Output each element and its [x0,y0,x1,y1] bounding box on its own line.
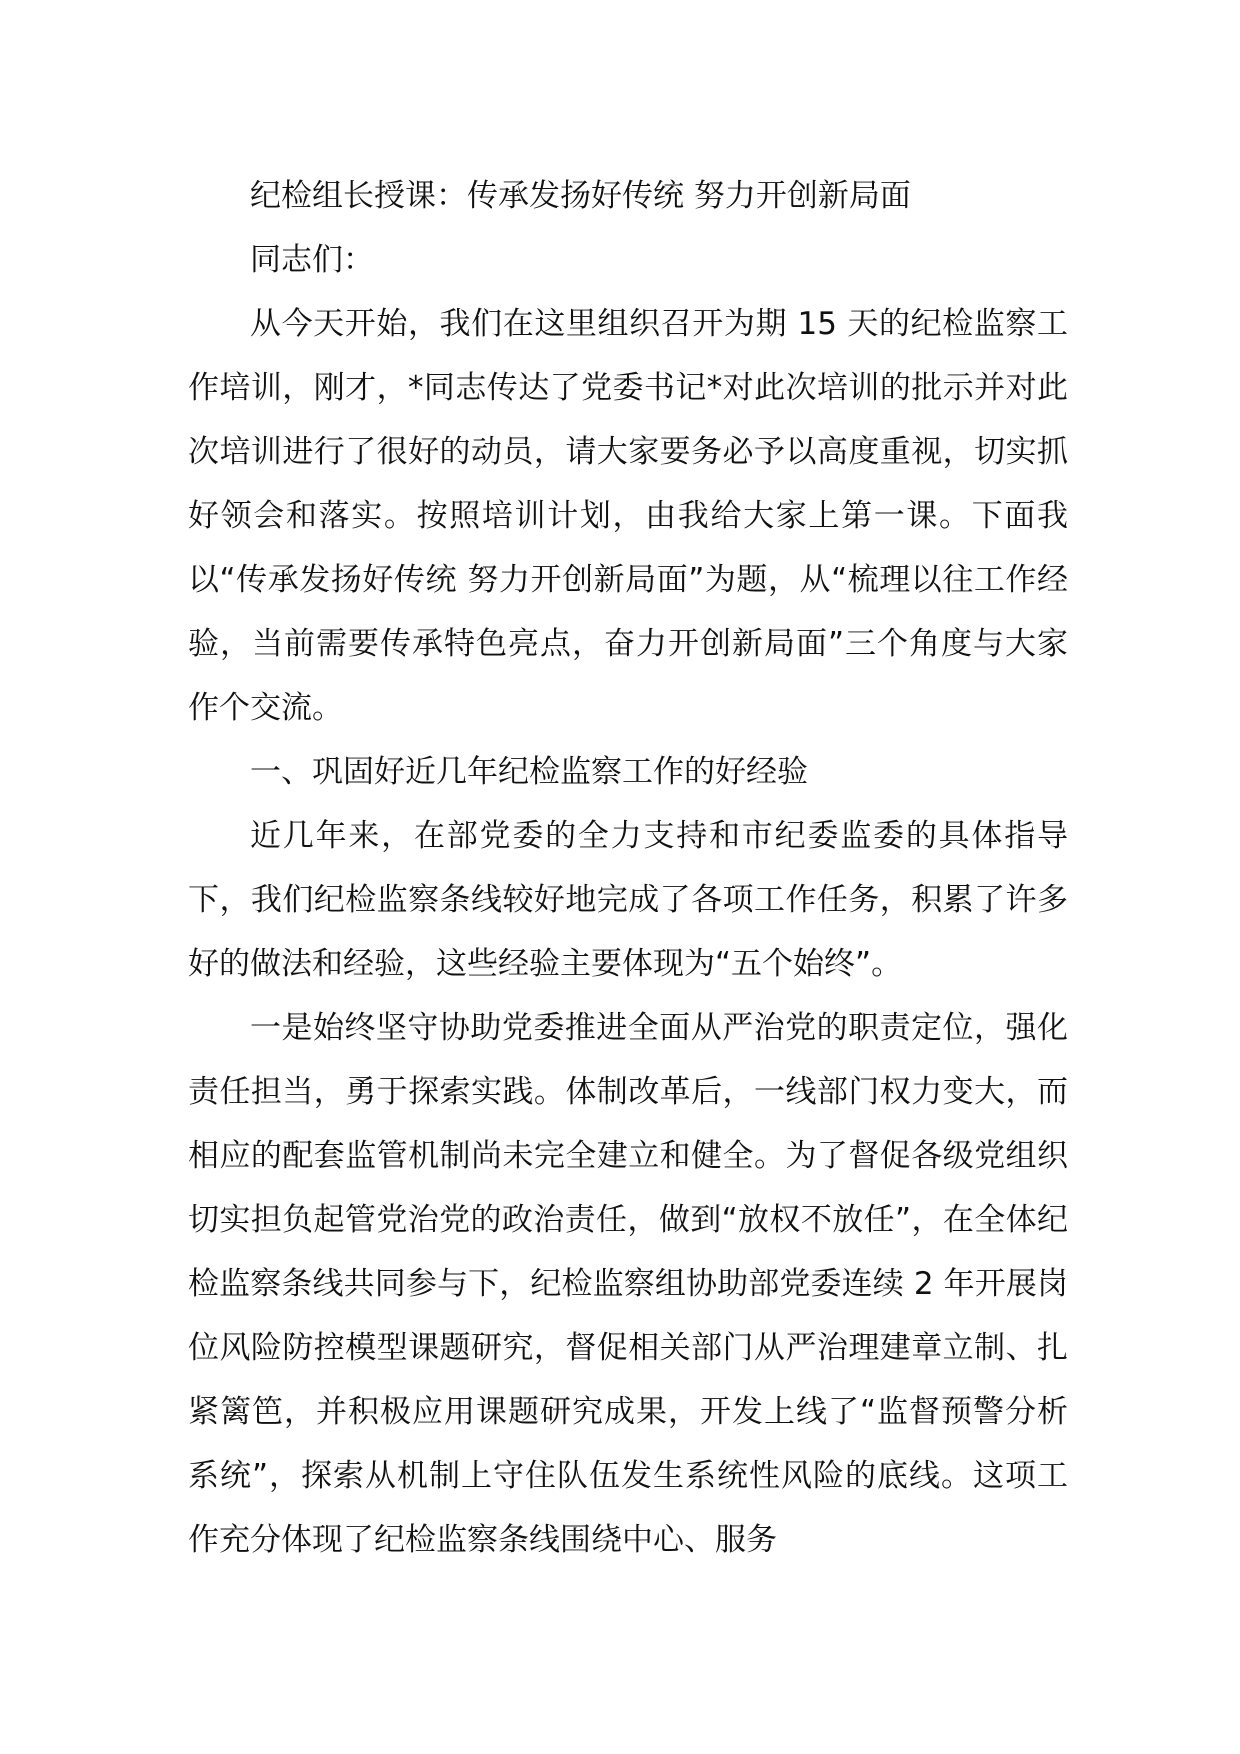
section-heading-1: 一、巩固好近几年纪检监察工作的好经验 [250,754,808,790]
paragraph-3: 一是始终坚守协助党委推进全面从严治党的职责定位，强化责任担当，勇于探索实践。体制改革后，一线部门权力变大，而相应的配套监管机制尚未完全建立和健全。为了督促各级党组织切实担负起管党治党的政治责任，做到“放权不放任”，在全体纪检监察条线共同参与下，纪检监察组协助部党委连续 2 年开展岗位风险防控模型课题研究，督促相关部门从严治理建章立制、扎紧篱笆，并积极应用课题研究成果，开发上线了“监督预警分析系统”，探索从机制上守住队伍发生系统性风险的底线。这项工作充分体现了纪检监察条线围绕中心、服务 [188,1010,1068,1558]
document-title: 纪检组长授课：传承发扬好传统 努力开创新局面 [250,178,911,214]
document-body [188,164,1068,1572]
salutation: 同志们： [250,242,374,278]
paragraph-2: 近几年来，在部党委的全力支持和市纪委监委的具体指导下，我们纪检监察条线较好地完成了各项工作任务，积累了许多好的做法和经验，这些经验主要体现为“五个始终”。 [188,818,1068,982]
paragraph-1: 从今天开始，我们在这里组织召开为期 15 天的纪检监察工作培训，刚才，*同志传达了党委书记*对此次培训的批示并对此次培训进行了很好的动员，请大家要务必予以高度重视，切实抓好领会和落实。按照培训计划，由我给大家上第一课。下面我以“传承发扬好传统 努力开创新局面”为题，从“梳理以往工作经验，当前需要传承特色亮点，奋力开创新局面”三个角度与大家作个交流。 [188,306,1068,726]
